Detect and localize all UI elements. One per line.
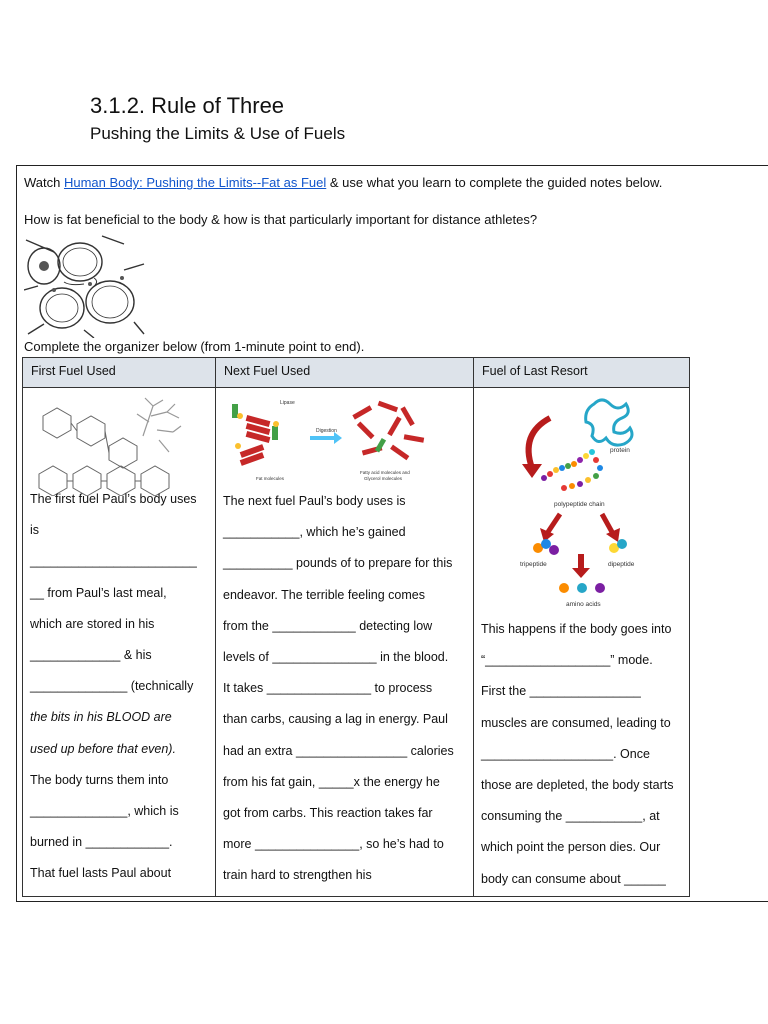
first-fuel-line: _____________ & his [30,648,152,663]
cell-first-fuel [23,388,216,897]
lipase-label: Lipase [280,400,295,406]
next-fuel-line: had an extra ________________ calories [223,743,454,758]
protein-label: protein [610,447,630,454]
last-resort-line: consuming the ___________, at [481,809,660,824]
fat-digestion-image [228,396,428,484]
last-resort-line: body can consume about ______ [481,871,666,886]
first-fuel-line: The body turns them into [30,772,169,787]
last-resort-line: ___________________. Once [481,746,650,761]
last-resort-line: “__________________” mode. [481,653,653,668]
last-resort-text [481,614,674,895]
tripeptide-label: tripeptide [520,561,547,568]
next-fuel-line: levels of _______________ in the blood. [223,650,449,665]
digestion-label: Digestion [316,428,337,434]
dipeptide-label: dipeptide [608,561,635,568]
next-fuel-line: endeavor. The terrible feeling comes [223,587,425,602]
first-fuel-line: The first fuel Paul’s body uses [30,492,197,506]
next-fuel-line: train hard to strengthen his [223,868,372,883]
next-fuel-line: got from carbs. This reaction takes far [223,806,433,821]
next-fuel-line: more _______________, so he’s had to [223,837,444,852]
last-resort-line: muscles are consumed, leading to [481,715,671,730]
glycerol-label: Glycerol molecules [364,476,403,481]
last-resort-line: which point the person dies. Our [481,840,661,855]
protein-breakdown-image [510,394,650,618]
fat-question: How is fat beneficial to the body & how is that particularly important for distance athletes? [24,212,538,227]
next-fuel-line: __________ pounds of to prepare for this [223,556,453,571]
watch-suffix: & use what you learn to complete the guided notes below. [326,175,663,190]
fatty-acid-label: Fatty acid molecules and [360,470,410,475]
doc-title: 3.1.2. Rule of Three [90,93,285,118]
amino-acids-label: amino acids [566,601,601,608]
header-last-resort: Fuel of Last Resort [474,358,690,388]
last-resort-line: This happens if the body goes into [481,622,672,636]
polypeptide-label: polypeptide chain [554,501,605,508]
first-fuel-line: ________________________ [30,554,197,569]
next-fuel-line: It takes _______________ to process [223,681,433,696]
fuel-organizer-table [22,357,690,897]
first-fuel-line: used up before that even). [30,741,176,756]
watch-line [24,175,662,190]
first-fuel-line: That fuel lasts Paul about [30,866,172,881]
next-fuel-line: The next fuel Paul’s body uses is [223,494,406,508]
last-resort-line: First the ________________ [481,684,641,699]
last-resort-line: those are depleted, the body starts [481,778,674,793]
doc-subtitle: Pushing the Limits & Use of Fuels [90,124,346,143]
watch-prefix: Watch [24,175,64,190]
glycogen-image [33,396,183,496]
first-fuel-line: ______________, which is [30,804,179,819]
next-fuel-line: from his fat gain, _____x the energy he [223,774,440,789]
cell-next-fuel [216,388,474,897]
cell-last-resort [474,388,690,897]
header-next-fuel: Next Fuel Used [216,358,474,388]
first-fuel-text [30,484,197,890]
next-fuel-text [223,486,454,892]
fat-molecules-label: Fat molecules [256,476,285,481]
header-first-fuel: First Fuel Used [23,358,216,388]
adipose-tissue-image [24,230,146,338]
organizer-prompt: Complete the organizer below (from 1-minute point to end). [24,339,365,354]
first-fuel-line: which are stored in his [30,616,155,631]
first-fuel-line: the bits in his BLOOD are [30,710,172,725]
first-fuel-line: burned in ____________. [30,835,173,850]
next-fuel-line: than carbs, causing a lag in energy. Paul [223,712,448,727]
video-link[interactable]: Human Body: Pushing the Limits--Fat as Fuel [63,175,327,190]
next-fuel-line: from the ____________ detecting low [223,618,433,633]
next-fuel-line: ___________, which he’s gained [223,525,406,540]
first-fuel-line: __ from Paul’s last meal, [30,585,167,600]
first-fuel-line: ______________ (technically [30,679,194,694]
first-fuel-line: is [30,523,40,538]
